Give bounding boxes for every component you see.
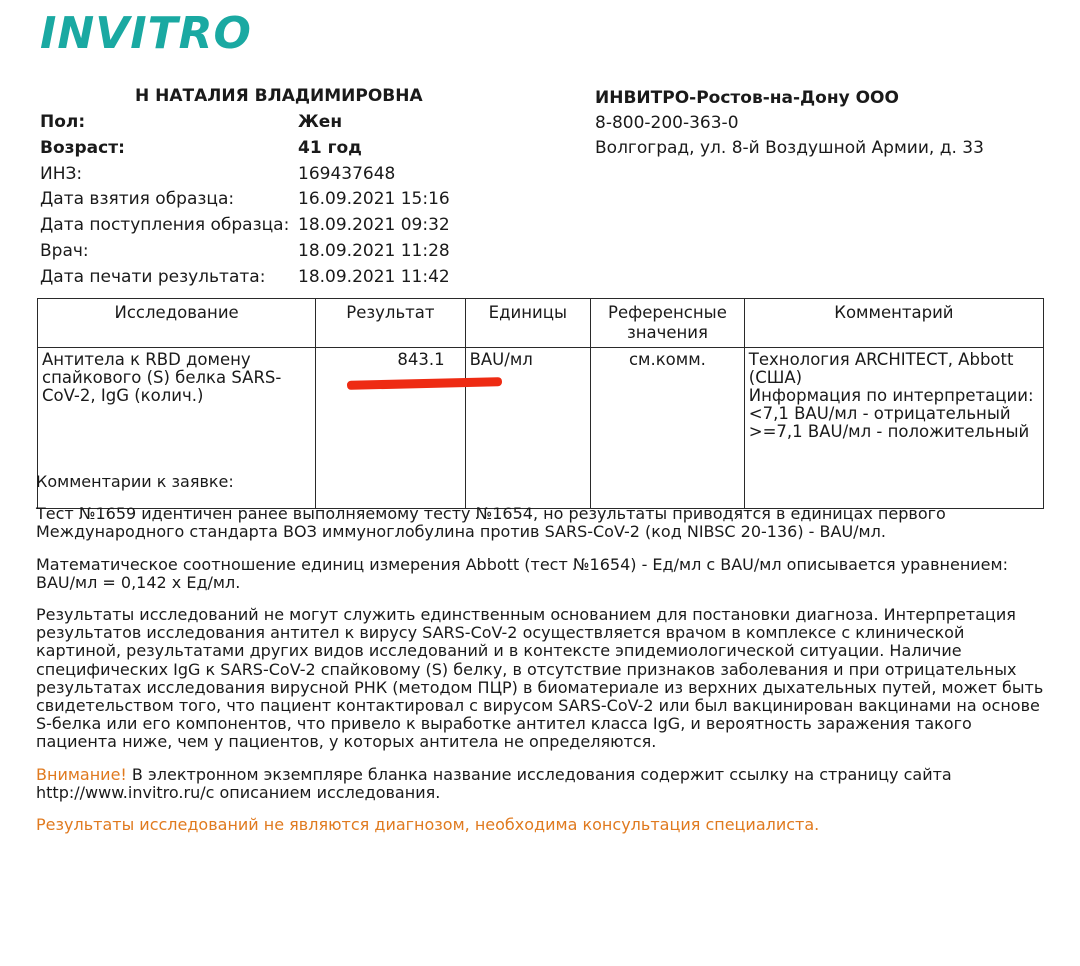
table-header-row <box>38 299 1044 348</box>
header-units: Единицы <box>465 299 591 348</box>
cell-comment: Технология ARCHITECT, Abbott (США) Информация по интерпретации: <7,1 BAU/мл - отрицательный >=7,1 BAU/мл - положительный <box>744 348 1043 509</box>
cell-result: 843.1 <box>316 348 465 509</box>
lab-name: ИНВИТРО-Ростов-на-Дону ООО <box>595 88 899 108</box>
header-result: Результат <box>316 299 465 348</box>
comment-paragraph-1: Тест №1659 идентичен ранее выполняемому тесту №1654, но результаты приводятся в единицах первого Международного стандарта ВОЗ иммуноглобулина против SARS-CoV-2 (код NIBSC 20-136) - BAU/мл. <box>36 504 946 542</box>
attention-note <box>36 766 1046 802</box>
test-name-link[interactable]: Антитела к RBD домену спайкового (S) белка SARS-CoV-2, IgG (колич.) <box>42 350 282 405</box>
comment-paragraph-3: Результаты исследований не могут служить единственным основанием для постановки диагноза. Интерпретация результатов исследования антител к вирусу SARS-CoV-2 осуществляется врачом в комплексе с клинической картиной, результатами других видов исследований и в контексте эпидемиологической ситуации. Наличие специфических IgG к SARS-CoV-2 спайковому (S) белку, в отсутствие признаков заболевания и при отрицательных результатах исследования вирусной РНК (методом ПЦР) в биоматериале из верхних дыхательных путей, может быть свидетельством того, что пациент контактировал с вирусом SARS-CoV-2 или был вакцинирован вакцинами на основе S-белка или его компонентов, что привело к выработке антител класса IgG, и вероятность заражения такого пациента ниже, чем у пациентов, у которых антитела не определяются. <box>36 605 1044 752</box>
disclaimer: Результаты исследований не являются диагнозом, необходима консультация специалиста. <box>36 815 820 835</box>
cell-units: BAU/мл <box>465 348 591 509</box>
invitro-logo: INVITRO <box>40 8 252 59</box>
info-row-inz: ИНЗ: 169437648 <box>40 163 396 184</box>
patient-name: Н НАТАЛИЯ ВЛАДИМИРОВНА <box>135 86 423 106</box>
header-test: Исследование <box>38 299 316 348</box>
lab-address: Волгоград, ул. 8-й Воздушной Армии, д. 33 <box>595 138 984 158</box>
link-suffix: с описанием исследования. <box>205 782 441 802</box>
attention-label: Внимание! <box>36 764 127 784</box>
info-row-print-date: Дата печати результата: 18.09.2021 11:42 <box>40 266 450 287</box>
cell-reference: см.комм. <box>591 348 745 509</box>
patient-info <box>40 110 450 291</box>
invitro-site-link[interactable]: http://www.invitro.ru/ <box>36 782 206 802</box>
info-row-doctor: Врач: 18.09.2021 11:28 <box>40 240 450 261</box>
comments-header: Комментарии к заявке: <box>36 472 234 491</box>
info-row-sample-received: Дата поступления образца: 18.09.2021 09:32 <box>40 215 450 236</box>
info-row-sex: Пол: Жен <box>40 112 343 132</box>
header-reference: Референсные значения <box>591 299 745 348</box>
info-row-age: Возраст: 41 год <box>40 137 362 158</box>
comment-paragraph-2: Математическое соотношение единиц измерения Abbott (тест №1654) - Ед/мл с BAU/мл описывается уравнением: BAU/мл = 0,142 x Ед/мл. <box>36 554 1008 592</box>
header-comment: Комментарий <box>744 299 1043 348</box>
lab-phone: 8-800-200-363-0 <box>595 113 739 133</box>
info-row-sample-taken: Дата взятия образца: 16.09.2021 15:16 <box>40 189 450 210</box>
attention-text: В электронном экземпляре бланка название исследования содержит ссылку на страницу сайта <box>126 764 952 784</box>
order-comments <box>36 473 1046 848</box>
lab-info <box>595 86 984 161</box>
